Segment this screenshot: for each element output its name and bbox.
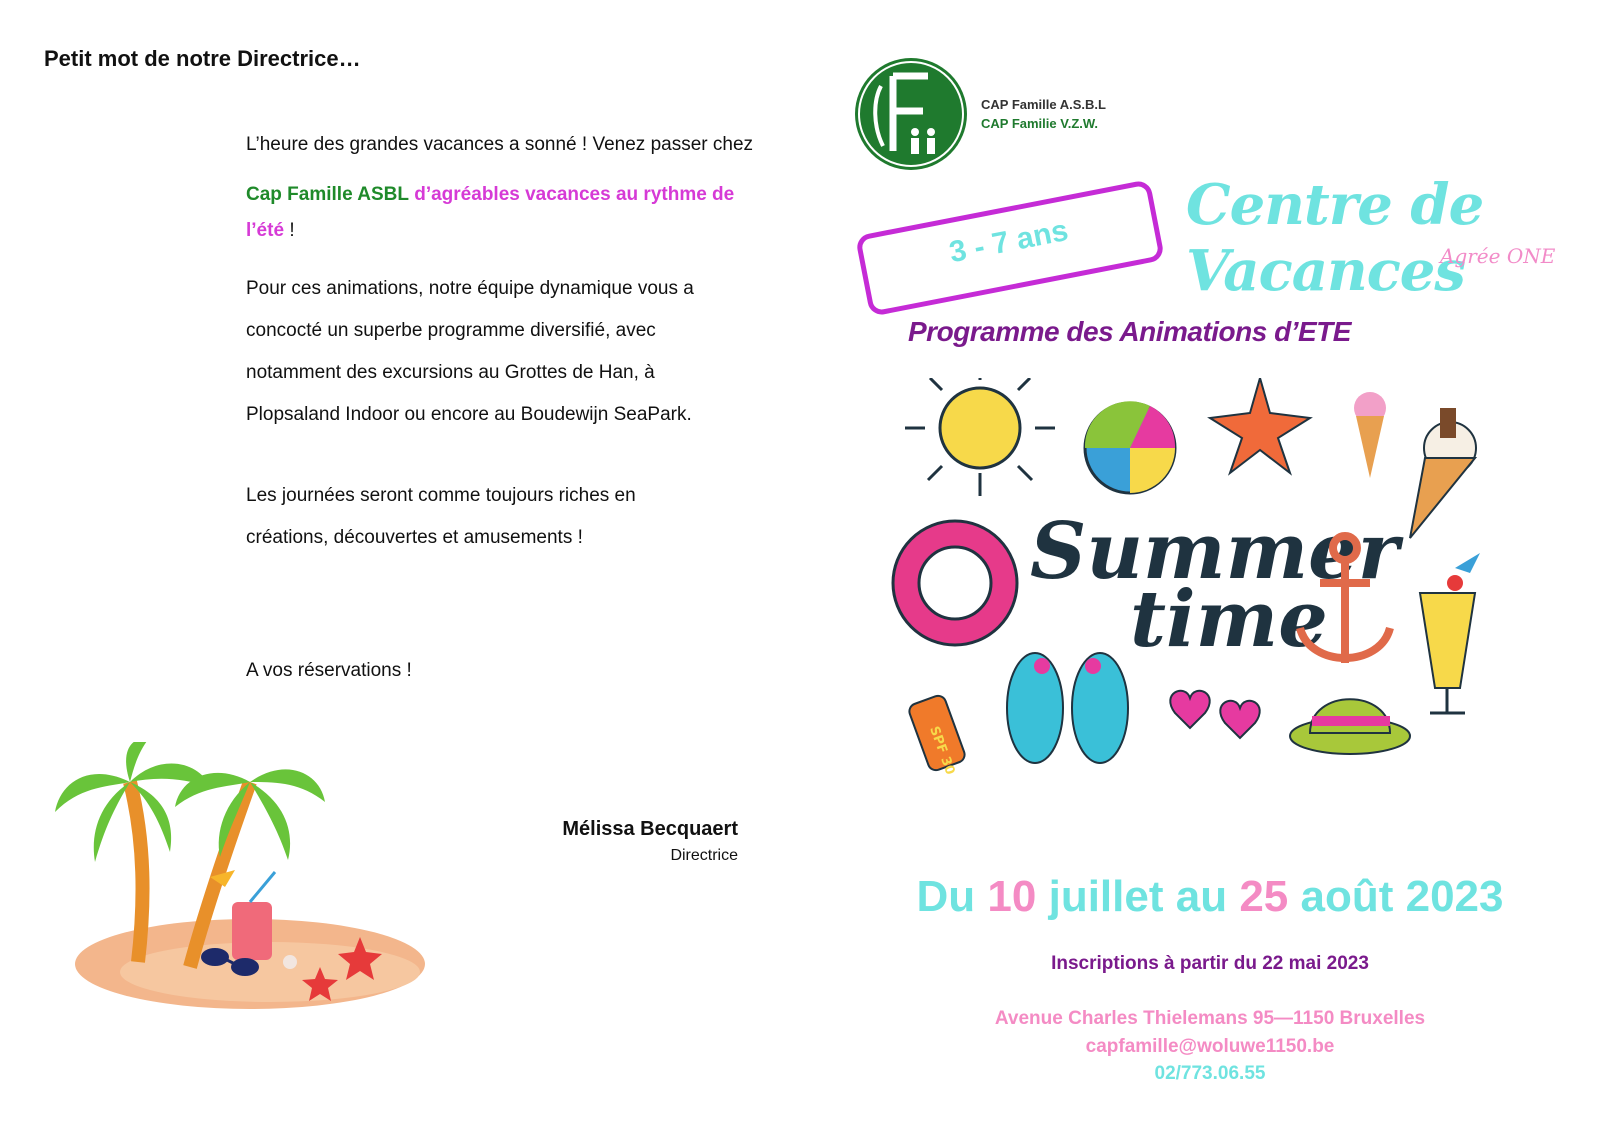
para-line: Pour ces animations, notre équipe dynamique vous a bbox=[246, 278, 694, 299]
para-line: concocté un superbe programme diversifié, avec bbox=[246, 320, 656, 341]
org-name: Cap Famille ASBL bbox=[246, 184, 409, 205]
email-link[interactable]: capfamille@woluwe1150.be bbox=[1085, 1036, 1335, 1057]
sunscreen-label: SPF 30 bbox=[926, 724, 958, 777]
address-text: Avenue Charles Thielemans 95—1150 Bruxelles bbox=[994, 1008, 1426, 1029]
para-line: notamment des excursions au Grottes de Han, à bbox=[246, 362, 655, 383]
days-paragraph bbox=[246, 475, 636, 559]
sunscreen-icon bbox=[907, 694, 967, 777]
dates-day-start: 10 bbox=[987, 872, 1037, 921]
signature-role: Directrice bbox=[670, 847, 738, 864]
cap-famille-logo bbox=[853, 56, 969, 172]
intro-end: ! bbox=[289, 220, 295, 241]
dates-du: Du bbox=[916, 872, 976, 921]
dates-month-start: juillet au bbox=[1048, 872, 1228, 921]
age-range-badge bbox=[855, 179, 1165, 317]
para-line: Les journées seront comme toujours riches en bbox=[246, 485, 636, 506]
signature-block bbox=[562, 818, 738, 865]
life-ring-icon bbox=[893, 521, 1017, 645]
shell-icon bbox=[283, 955, 297, 969]
summer-text: Summer bbox=[1030, 506, 1399, 597]
phone-text: 02/773.06.55 bbox=[1154, 1063, 1266, 1084]
dates-banner bbox=[0, 872, 1600, 922]
dates-day-end: 25 bbox=[1239, 872, 1289, 921]
palm-leaves bbox=[55, 742, 325, 862]
age-range-text: 3 - 7 ans bbox=[946, 213, 1071, 270]
agree-one-label: Agrée ONE bbox=[1440, 244, 1556, 268]
dates-month-end: août 2023 bbox=[1300, 872, 1504, 921]
programme-title: Programme des Animations d’ETE bbox=[908, 316, 1351, 347]
intro-line-2 bbox=[246, 174, 753, 216]
page-heading: Petit mot de notre Directrice… bbox=[44, 46, 361, 71]
time-text: time bbox=[1130, 574, 1328, 665]
logo-name-fr: CAP Famille A.S.B.L bbox=[981, 97, 1106, 112]
intro-line-3 bbox=[246, 210, 753, 252]
sun-icon bbox=[905, 378, 1055, 496]
programme-paragraph bbox=[246, 268, 694, 436]
centre-title: Centre de Vacances bbox=[1186, 172, 1484, 304]
para-line: créations, découvertes et amusements ! bbox=[246, 527, 583, 548]
intro-highlight: d’agréables vacances au rythme de bbox=[414, 184, 735, 205]
hat-icon bbox=[1290, 699, 1410, 754]
cocktail-icon bbox=[1420, 553, 1480, 713]
summer-time-illustration bbox=[880, 378, 1520, 788]
logo-name-nl: CAP Familie V.Z.W. bbox=[981, 116, 1099, 131]
starfish-icon bbox=[1210, 378, 1310, 473]
intro-line-1: L’heure des grandes vacances a sonné ! Venez passer chez bbox=[246, 134, 754, 155]
inscriptions-text: Inscriptions à partir du 22 mai 2023 bbox=[1051, 953, 1369, 974]
signature-name: Mélissa Becquaert bbox=[562, 818, 738, 840]
intro-paragraph bbox=[246, 124, 753, 252]
para-line: Plopsaland Indoor ou encore au Boudewijn SeaPark. bbox=[246, 404, 692, 425]
intro-highlight-ete: l’été bbox=[246, 220, 285, 241]
closing-text: A vos réservations ! bbox=[246, 660, 412, 681]
flip-flops-icon bbox=[1007, 653, 1128, 763]
heart-glasses-icon bbox=[1170, 691, 1259, 738]
beach-ball-icon bbox=[1085, 401, 1175, 493]
